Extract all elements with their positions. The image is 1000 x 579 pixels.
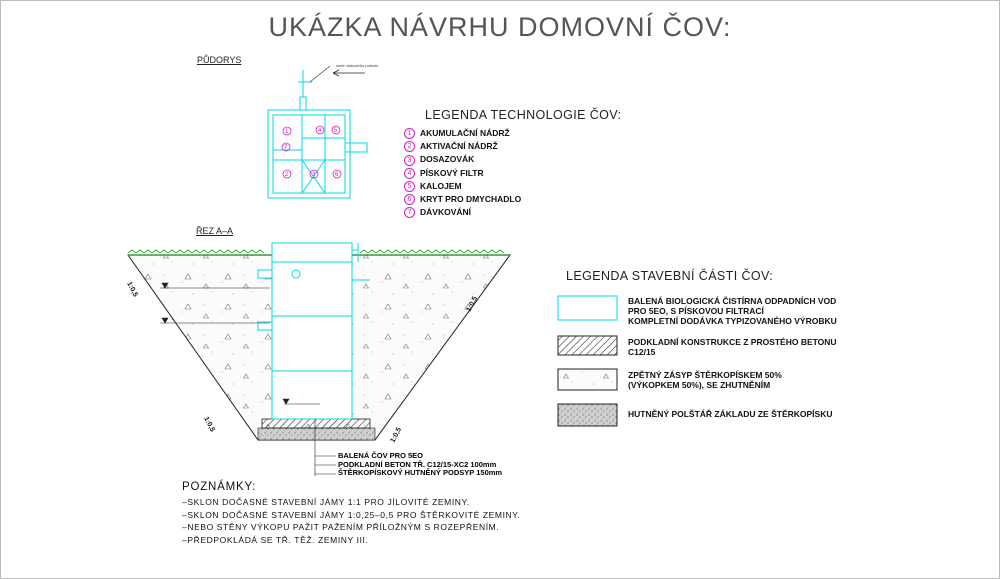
tech-legend-title: LEGENDA TECHNOLOGIE ČOV: <box>425 108 622 122</box>
legend-label: PÍSKOVÝ FILTR <box>420 167 484 178</box>
plan-numbers <box>282 126 341 178</box>
callout-concrete: PODKLADNÍ BETON TŘ. C12/15-XC2 100mm <box>338 459 497 469</box>
legend-swatches <box>558 296 617 426</box>
legend-label: KRYT PRO DMYCHADLO <box>420 194 522 204</box>
build-legend-title: LEGENDA STAVEBNÍ ČÁSTI ČOV: <box>566 269 774 283</box>
legend-label: KALOJEM <box>420 180 462 191</box>
concrete-base <box>262 419 370 428</box>
legend-number: 7 <box>404 207 415 218</box>
gravel-bedding <box>258 428 375 440</box>
note-line: –SKLON DOČASNÉ STAVEBNÍ JÁMY 1:1 PRO JÍLOVITÉ ZEMINY. <box>182 497 470 507</box>
build-legend-line: KOMPLETNÍ DODÁVKA TYPIZOVANÉHO VÝROBKU <box>628 316 837 326</box>
legend-number: 4 <box>404 168 415 179</box>
svg-text:3: 3 <box>312 172 316 178</box>
legend-number: 6 <box>404 194 415 205</box>
slope-label-left-top: 1:0,5 <box>125 280 139 299</box>
svg-text:5: 5 <box>334 128 338 134</box>
legend-label: AKTIVAČNÍ NÁDRŽ <box>420 141 498 152</box>
build-legend-line: HUTNĚNÝ POLŠTÁŘ ZÁKLADU ZE ŠTĚRKOPÍSKU <box>628 409 833 419</box>
build-legend-line: PRO 5EO, S PÍSKOVOU FILTRACÍ <box>628 306 764 316</box>
legend-label: DÁVKOVÁNÍ <box>420 207 472 218</box>
callout-gravel: ŠTĚRKOPÍSKOVÝ HUTNĚNÝ PODSYP 150mm <box>338 468 503 477</box>
notes-title: POZNÁMKY: <box>182 481 257 493</box>
build-legend-line: C12/15 <box>628 347 656 357</box>
swatch-tank <box>558 296 617 320</box>
legend-number: 1 <box>404 128 415 139</box>
note-line: –PŘEDPOKLÁDÁ SE TŘ. TĚŽ. ZEMINY III. <box>182 534 369 545</box>
legend-label: DOSAZOVÁK <box>420 154 475 165</box>
build-legend-line: (VÝKOPKEM 50%), SE ZHUTNĚNÍM <box>628 380 771 390</box>
legend-number: 3 <box>404 155 415 166</box>
swatch-backfill <box>558 369 617 390</box>
legend-number: 5 <box>404 181 415 192</box>
plan-label: PŮDORYS <box>197 55 242 65</box>
legend-number: 2 <box>404 141 415 152</box>
slope-label-right-bottom: 1:0,5 <box>389 426 404 444</box>
build-legend-line: PODKLADNÍ KONSTRUKCE Z PROSTÉHO BETONU <box>628 337 837 347</box>
callout-tank: BALENÁ ČOV PRO 5EO <box>338 451 424 460</box>
section-label: ŘEZ A–A <box>196 226 234 236</box>
inflow-note: směr vtokového potrubí <box>336 63 378 68</box>
slope-label-left-bottom: 1:0,5 <box>202 415 216 434</box>
drawing-title: UKÁZKA NÁVRHU DOMOVNÍ ČOV: <box>268 12 732 42</box>
build-legend-line: ZPĚTNÝ ZÁSYP ŠTĚRKOPÍSKEM 50% <box>628 370 782 380</box>
svg-text:2: 2 <box>285 172 289 178</box>
svg-text:4: 4 <box>318 128 322 134</box>
swatch-concrete <box>558 336 617 355</box>
svg-text:7: 7 <box>284 145 288 151</box>
build-legend-line: BALENÁ BIOLOGICKÁ ČISTÍRNA ODPADNÍCH VOD <box>628 296 837 306</box>
svg-text:6: 6 <box>335 172 339 178</box>
note-line: –SKLON DOČASNÉ STAVEBNÍ JÁMY 1:0,25–0,5 PRO ŠTĚRKOVITÉ ZEMINY. <box>182 509 521 520</box>
slope-label-right-top: 1:0,5 <box>465 295 480 313</box>
svg-text:1: 1 <box>285 129 289 135</box>
legend-label: AKUMULAČNÍ NÁDRŽ <box>420 128 510 138</box>
note-line: –NEBO STĚNY VÝKOPU PAŽIT PAŽENÍM PŘÍLOŽNÝM S ROZEPŘENÍM. <box>182 522 500 532</box>
inflow-arrow <box>333 70 365 76</box>
swatch-gravel <box>558 404 617 426</box>
